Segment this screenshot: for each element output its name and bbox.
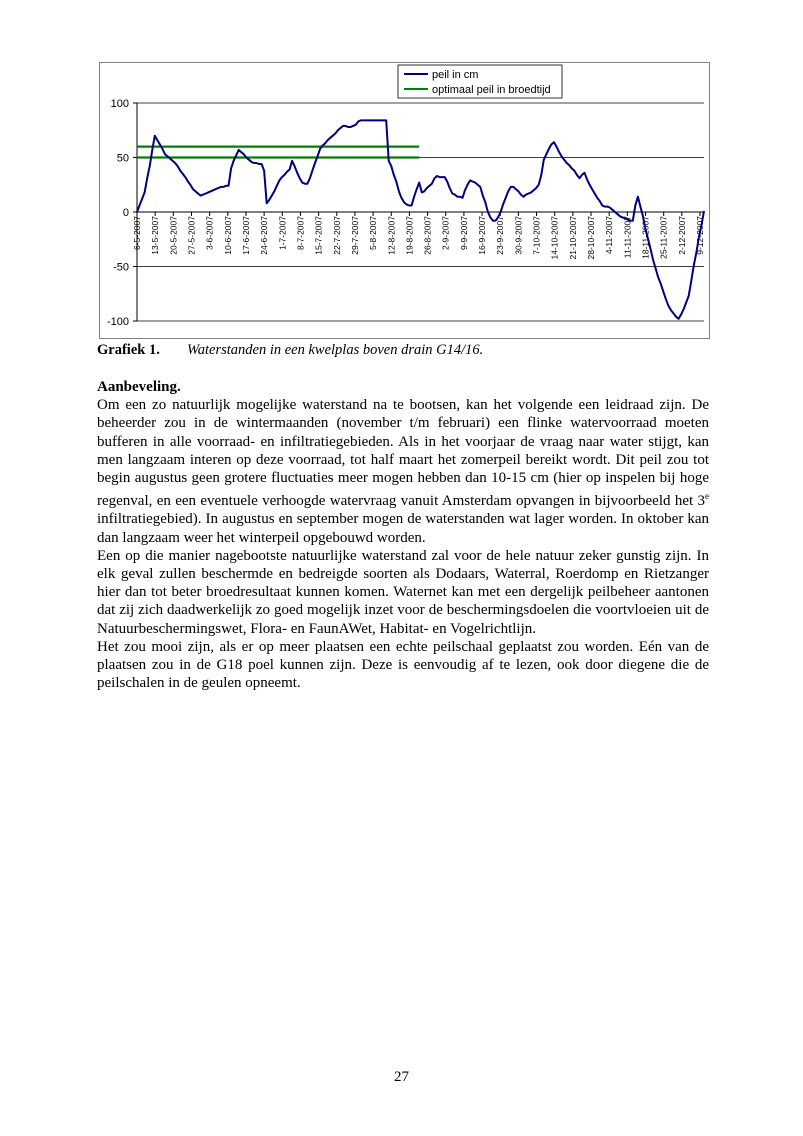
chart-canvas <box>100 63 709 338</box>
caption-label: Grafiek 1. <box>97 342 160 358</box>
ordinal-superscript: e <box>705 491 709 502</box>
x-tick-label: 10-6-2007 <box>222 216 233 255</box>
x-tick-label: 15-7-2007 <box>313 216 324 255</box>
x-tick-label: 14-10-2007 <box>549 216 560 260</box>
x-tick-label: 6-5-2007 <box>132 216 142 251</box>
x-tick-label: 17-6-2007 <box>240 216 251 255</box>
legend <box>398 65 562 98</box>
x-tick-label: 20-5-2007 <box>168 216 179 255</box>
x-tick-label: 23-9-2007 <box>495 216 506 255</box>
x-tick-label: 9-9-2007 <box>458 216 469 251</box>
x-tick-label: 30-9-2007 <box>513 216 524 255</box>
x-tick-label: 27-5-2007 <box>186 216 197 255</box>
x-tick-label: 18-11-2007 <box>640 216 651 259</box>
legend-label: peil in cm <box>432 69 479 81</box>
x-tick-label: 19-8-2007 <box>404 216 415 255</box>
x-tick-label: 16-9-2007 <box>477 216 488 255</box>
caption-text: Waterstanden in een kwelplas boven drain G14/16. <box>187 342 484 358</box>
x-tick-label: 12-8-2007 <box>386 216 397 255</box>
x-tick-label: 5-8-2007 <box>368 216 379 251</box>
water-level-chart <box>99 62 710 339</box>
y-tick-label: 0 <box>122 207 129 219</box>
paragraph-3: Het zou mooi zijn, als er op meer plaatsen een echte peilschaal geplaatst zou worden. Eén van de plaatsen zou in de G18 poel kunnen zijn. Deze is eenvoudig af te lezen, ook door diegene die de peilschalen in de geulen opneemt. <box>97 638 709 692</box>
x-tick-label: 24-6-2007 <box>259 216 270 255</box>
y-tick-label: -100 <box>106 316 129 328</box>
x-tick-label: 28-10-2007 <box>586 216 597 260</box>
paragraph-2: Een op die manier nagebootste natuurlijke waterstand zal voor de hele natuur zeker gunstig zijn. In elk geval zullen beschermde en bedreigde soorten als Dodaars, Waterral, Roerdomp en Rietzanger hier dan tot beter broedresultaat kunnen komen. Waternet kan met een dergelijk peilbeheer aantonen dat zij zich daadwerkelijk zo goed mogelijk inzet voor de beschermingsdoelen die voortvloeien uit de Natuurbeschermingswet, Flora- en FaunAWet, Habitat- en Vogelrichtlijn. <box>97 547 709 637</box>
x-tick-label: 7-10-2007 <box>531 216 542 255</box>
x-tick-label: 3-6-2007 <box>204 216 215 251</box>
legend-label: optimaal peil in broedtijd <box>432 84 551 96</box>
x-tick-label: 22-7-2007 <box>331 216 342 255</box>
x-tick-label: 13-5-2007 <box>150 216 161 255</box>
y-tick-label: 100 <box>110 98 129 110</box>
y-tick-label: 50 <box>116 152 129 165</box>
x-tick-label: 29-7-2007 <box>349 216 360 255</box>
x-tick-label: 26-8-2007 <box>422 216 433 255</box>
recommendation-section <box>97 378 709 692</box>
section-heading: Aanbeveling. <box>97 379 181 395</box>
x-tick-label: 8-7-2007 <box>295 216 306 251</box>
x-tick-label: 2-12-2007 <box>676 216 687 255</box>
page-number: 27 <box>394 1069 409 1085</box>
x-tick-label: 2-9-2007 <box>440 216 451 251</box>
x-tick-label: 4-11-2007 <box>604 216 615 255</box>
x-tick-label: 1-7-2007 <box>277 216 288 251</box>
x-tick-label: 9-12-2007 <box>695 216 705 255</box>
x-tick-label: 11-11-2007 <box>622 216 633 259</box>
paragraph-1: Om een zo natuurlijk mogelijke waterstand na te bootsen, kan het volgende een leidraad zijn. De beheerder zou in de wintermaanden (november t/m februari) een flinke watervoorraad moeten bufferen in alle voorraad- en infiltratiegebieden. Als in het voorjaar de vraag naar water stijgt, kan men langzaam interen op deze voorraad, tot half maart het zomerpeil bereikt wordt. Dit peil zou tot begin augustus geen grotere fluctuaties meer mogen hebben dan 10-15 cm (hier op inspelen bij hoge regenval, en een eventuele verhoogde watervraag vanuit Amsterdam opvangen in bijvoorbeeld het 3e infiltratiegebied). In augustus en september mogen de waterstanden wat lager worden. In oktober kan dan langzaam weer het winterpeil opgebouwd worden. <box>97 397 709 546</box>
figure-caption <box>97 342 483 359</box>
x-tick-label: 25-11-2007 <box>658 216 669 259</box>
x-tick-label: 21-10-2007 <box>567 216 578 260</box>
y-tick-label: -50 <box>113 261 129 274</box>
